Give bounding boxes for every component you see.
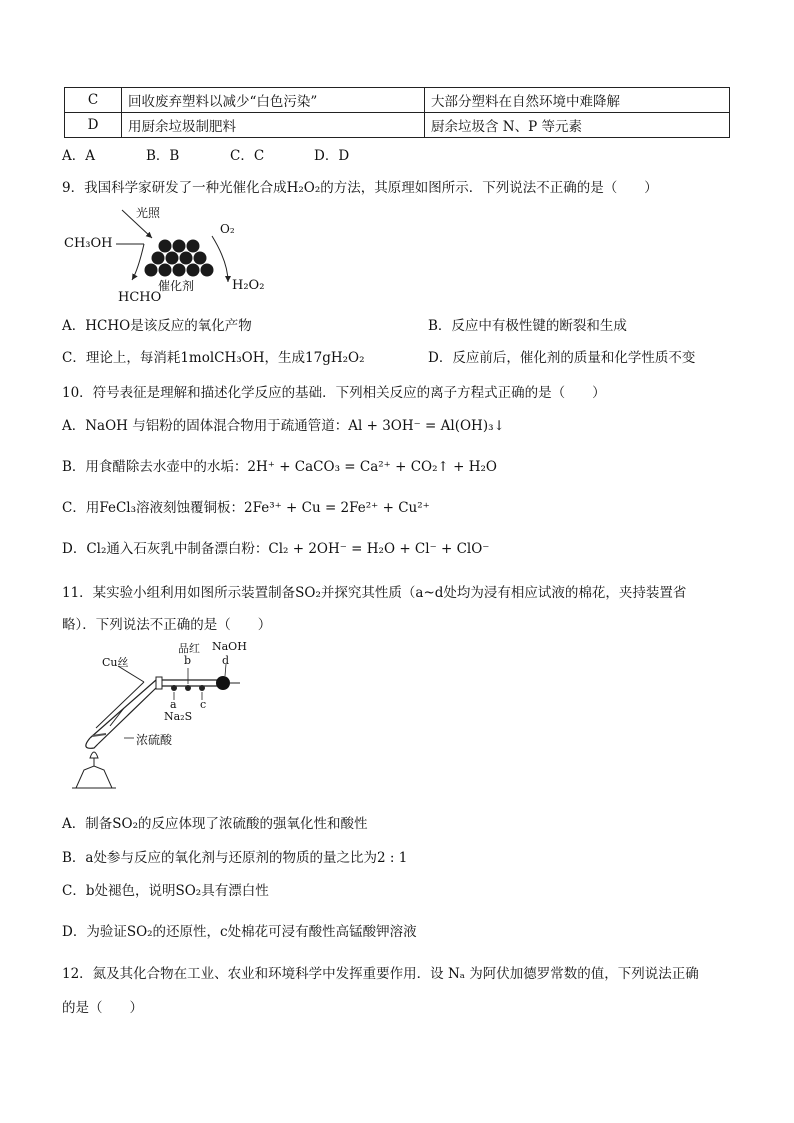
label-naoh: NaOH [212,640,247,653]
label-na2s: Na₂S [164,710,193,723]
q10-stem: 10．符号表征是理解和描述化学反应的基础．下列相关反应的离子方程式正确的是（ ） [62,385,606,401]
q9-stem: 9．我国科学家研发了一种光催化合成H₂O₂的方法，其原理如图所示．下列说法不正确的是（ ） [62,180,658,196]
label-hcho: HCHO [118,290,162,305]
q9-option-a: A．HCHO是该反应的氧化产物 [62,318,252,334]
q9-option-c: C．理论上，每消耗1molCH₃OH，生成17gH₂O₂ [62,350,365,366]
choice-a: A．A [62,148,95,164]
q10-option-d: D．Cl₂通入石灰乳中制备漂白粉：Cl₂ + 2OH⁻ = H₂O + Cl⁻ + ClO⁻ [62,541,490,557]
q11-stem-line1: 11．某实验小组利用如图所示装置制备SO₂并探究其性质（a~d处均为浸有相应试液的棉花，夹持装置省 [62,585,687,601]
table-row [65,88,730,113]
q8-choices [62,144,398,164]
q12-stem-line1: 12．氮及其化合物在工业、农业和环境科学中发挥重要作用．设 Nₐ 为阿伏加德罗常数的值，下列说法正确 [62,966,699,982]
q11-stem-line2: 略）．下列说法不正确的是（ ） [62,617,272,633]
q11-option-c: C．b处褪色，说明SO₂具有漂白性 [62,883,269,899]
q11-option-b: B．a处参与反应的氧化剂与还原剂的物质的量之比为2 : 1 [62,850,408,866]
q11-option-a: A．制备SO₂的反应体现了浓硫酸的强氧化性和酸性 [62,816,368,832]
choice-c: C．C [230,148,265,164]
label-d: d [222,654,230,667]
choice-d: D．D [314,148,350,164]
choice-b: B．B [146,148,180,164]
q10-option-a: A．NaOH 与铝粉的固体混合物用于疏通管道：Al + 3OH⁻ = Al(OH)₃↓ [62,418,505,434]
options-table [64,87,730,138]
label-pinhong: 品红 [178,642,200,655]
q9-figure [60,200,280,310]
label-acid: 浓硫酸 [136,733,173,747]
row-reason: 厨余垃圾含 N、P 等元素 [425,113,730,138]
q11-option-d: D．为验证SO₂的还原性，c处棉花可浸有酸性高锰酸钾溶液 [62,924,417,940]
q11-figure [62,638,282,798]
row-letter: D [65,113,122,138]
q10-option-c: C．用FeCl₃溶液刻蚀覆铜板：2Fe³⁺ + Cu = 2Fe²⁺ + Cu²⁺ [62,500,430,516]
row-practice: 用厨余垃圾制肥料 [122,113,425,138]
row-letter: C [65,88,122,113]
row-reason: 大部分塑料在自然环境中难降解 [425,88,730,113]
label-o2: O₂ [220,222,235,236]
q10-option-b: B．用食醋除去水壶中的水垢：2H⁺ + CaCO₃ = Ca²⁺ + CO₂↑ + H₂O [62,459,497,475]
label-a: a [170,698,177,711]
label-light: 光照 [136,206,161,220]
q9-option-b: B．反应中有极性键的断裂和生成 [428,318,627,334]
table-row [65,113,730,138]
label-catalyst: 催化剂 [158,279,195,293]
label-c: c [200,698,207,711]
label-ch3oh: CH₃OH [64,236,113,251]
label-h2o2: H₂O₂ [232,278,265,293]
label-b: b [184,654,192,667]
q12-stem-line2: 的是（ ） [62,1000,143,1016]
row-practice: 回收废弃塑料以减少“白色污染” [122,88,425,113]
label-cu-wire: Cu丝 [102,656,129,669]
q9-option-d: D．反应前后，催化剂的质量和化学性质不变 [428,350,696,366]
